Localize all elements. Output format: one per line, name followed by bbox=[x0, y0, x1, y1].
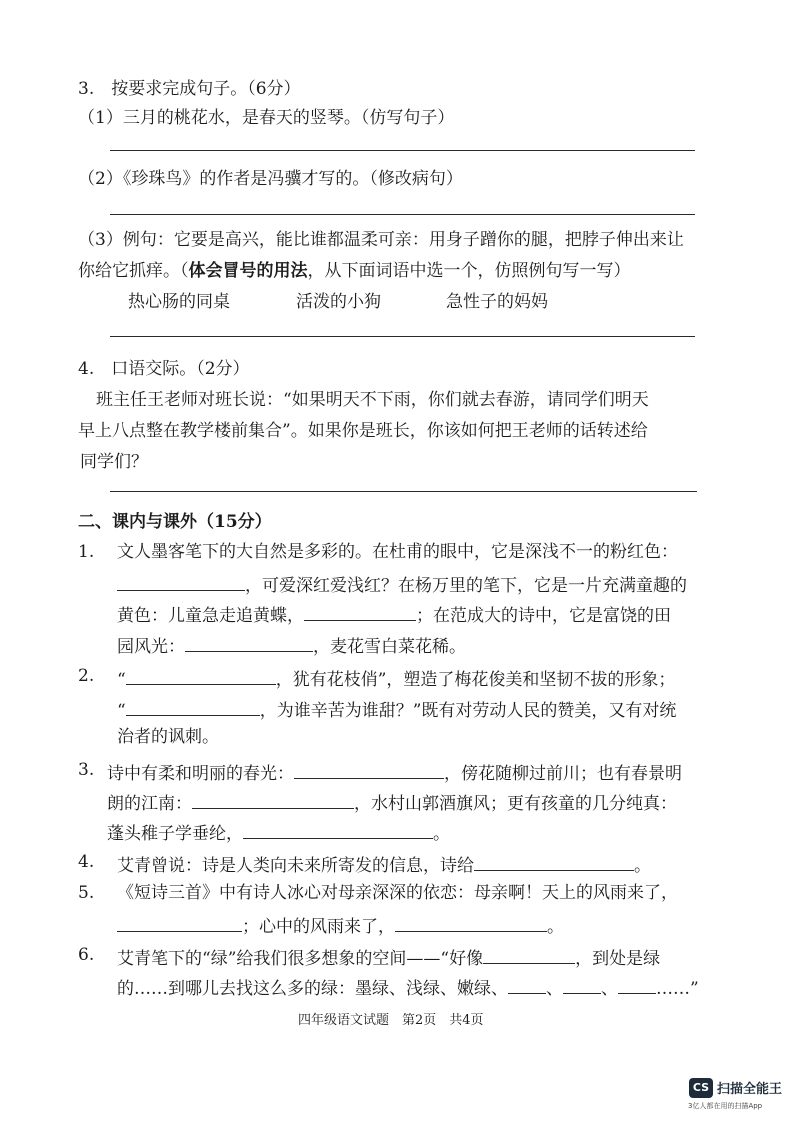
fill-blank[interactable] bbox=[474, 852, 634, 871]
fill-blank[interactable] bbox=[126, 697, 260, 716]
item-2-text: “ bbox=[117, 669, 126, 690]
item-1-number: 1. bbox=[78, 542, 95, 562]
fill-blank[interactable] bbox=[243, 820, 433, 839]
item-6-text: 艾青笔下的“绿”给我们很多想象的空间——“好像 bbox=[117, 948, 484, 969]
instruction-text: ，从下面词语中选一个，仿照例句写一写） bbox=[307, 261, 631, 281]
item-2-text: ，犹有花枝俏”，塑造了梅花俊美和坚韧不拔的形象； bbox=[275, 669, 676, 690]
fill-blank[interactable] bbox=[508, 975, 546, 994]
item-1-line-4 bbox=[117, 633, 466, 657]
option-1: 热心肠的同桌 bbox=[128, 292, 230, 312]
item-1-text: 园风光： bbox=[117, 636, 185, 657]
item-5-text: 。 bbox=[547, 916, 564, 937]
item-3-text: ，水村山郭酒旗风；更有孩童的几分纯真： bbox=[354, 793, 677, 814]
item-3-line-2 bbox=[107, 790, 677, 814]
bold-instruction: 体会冒号的用法 bbox=[188, 261, 308, 281]
item-2-line-3: 治者的讽刺。 bbox=[117, 727, 219, 747]
question-4-heading: 4. 口语交际。（2分） bbox=[78, 359, 250, 379]
answer-line bbox=[110, 491, 697, 492]
fill-blank[interactable] bbox=[126, 666, 276, 685]
item-1-text: ，麦花雪白菜花稀。 bbox=[313, 636, 466, 657]
item-1-text: ，可爱深红爱浅红？在杨万里的笔下，它是一片充满童趣的 bbox=[245, 575, 687, 596]
fill-blank[interactable] bbox=[483, 945, 575, 964]
question-4-line-3: 同学们？ bbox=[80, 452, 148, 472]
item-2-number: 2. bbox=[78, 666, 95, 686]
item-3-line-1 bbox=[107, 760, 682, 784]
fill-blank[interactable] bbox=[192, 790, 354, 809]
item-6-number: 6. bbox=[78, 945, 95, 965]
option-2: 活泼的小狗 bbox=[296, 292, 381, 312]
item-4-number: 4. bbox=[78, 852, 95, 872]
item-4-text: 。 bbox=[634, 855, 651, 876]
fill-blank[interactable] bbox=[304, 602, 416, 621]
camscanner-logo: CS bbox=[689, 1078, 713, 1098]
item-2-line-1 bbox=[117, 666, 675, 690]
camscanner-name: 扫描全能王 bbox=[717, 1082, 783, 1097]
fill-blank[interactable] bbox=[294, 760, 444, 779]
item-3-text: ，傍花随柳过前川；也有春景明 bbox=[444, 763, 682, 784]
item-2-text: “ bbox=[117, 700, 126, 721]
item-2-line-2 bbox=[117, 697, 676, 721]
item-4-line bbox=[117, 852, 651, 876]
answer-line bbox=[110, 150, 695, 151]
question-3-part-2: （2）《珍珠鸟》的作者是冯骥才写的。（修改病句） bbox=[78, 169, 463, 189]
page-footer: 四年级语文试题 第2页 共4页 bbox=[298, 1013, 484, 1028]
camscanner-slogan: 3亿人都在用的扫描App bbox=[688, 1102, 763, 1110]
answer-line bbox=[110, 214, 695, 215]
question-3-part-1: （1）三月的桃花水，是春天的竖琴。（仿写句子） bbox=[78, 108, 455, 128]
question-3-part-3-line-1: （3）例句：它要是高兴，能比谁都温柔可亲：用身子蹭你的腿，把脖子伸出来让 bbox=[78, 230, 684, 250]
fill-blank[interactable] bbox=[117, 913, 242, 932]
item-6-separator: 、 bbox=[546, 978, 563, 999]
answer-line bbox=[110, 336, 695, 337]
question-3-part-3-line-2 bbox=[78, 261, 631, 281]
instruction-text: 你给它抓痒。（ bbox=[78, 261, 189, 281]
item-5-text: ；心中的风雨来了， bbox=[242, 916, 395, 937]
item-6-text: ，到处是绿 bbox=[575, 948, 661, 969]
section-2-heading: 二、课内与课外（15分） bbox=[78, 512, 272, 532]
item-5-line-2 bbox=[117, 913, 564, 937]
item-1-line-3 bbox=[117, 602, 671, 626]
item-1-line-1: 文人墨客笔下的大自然是多彩的。在杜甫的眼中，它是深浅不一的粉红色： bbox=[117, 542, 678, 562]
item-1-text: 黄色：儿童急走追黄蝶， bbox=[117, 605, 304, 626]
item-6-text: ……” bbox=[656, 978, 699, 999]
fill-blank[interactable] bbox=[618, 975, 656, 994]
fill-blank[interactable] bbox=[117, 572, 245, 591]
item-3-line-3 bbox=[107, 820, 450, 844]
item-6-separator: 、 bbox=[601, 978, 618, 999]
item-3-text: 朗的江南： bbox=[107, 793, 192, 814]
fill-blank[interactable] bbox=[563, 975, 601, 994]
item-5-number: 5. bbox=[78, 883, 95, 903]
question-3-heading: 3. 按要求完成句子。（6分） bbox=[78, 79, 301, 99]
option-3: 急性子的妈妈 bbox=[446, 292, 548, 312]
item-1-text: ；在范成大的诗中，它是富饶的田 bbox=[416, 605, 671, 626]
item-4-text: 艾青曾说：诗是人类向未来所寄发的信息，诗给 bbox=[117, 855, 474, 876]
item-6-line-1 bbox=[117, 945, 660, 969]
fill-blank[interactable] bbox=[185, 633, 313, 652]
item-2-text: ，为谁辛苦为谁甜？”既有对劳动人民的赞美，又有对统 bbox=[259, 700, 677, 721]
question-4-line-2: 早上八点整在教学楼前集合”。如果你是班长，你该如何把王老师的话转述给 bbox=[78, 421, 648, 441]
item-6-text: 的……到哪儿去找这么多的绿：墨绿、浅绿、嫩绿、 bbox=[117, 978, 508, 999]
question-4-line-1: 班主任王老师对班长说：“如果明天不下雨，你们就去春游，请同学们明天 bbox=[96, 390, 649, 410]
item-6-line-2 bbox=[117, 975, 699, 999]
fill-blank[interactable] bbox=[395, 913, 547, 932]
item-3-text: 。 bbox=[433, 823, 450, 844]
item-3-text: 蓬头稚子学垂纶， bbox=[107, 823, 243, 844]
item-1-line-2 bbox=[117, 572, 687, 596]
item-3-number: 3. bbox=[78, 760, 95, 780]
item-5-line-1: 《短诗三首》中有诗人冰心对母亲深深的依恋：母亲啊！天上的风雨来了， bbox=[117, 883, 678, 903]
item-3-text: 诗中有柔和明丽的春光： bbox=[107, 763, 294, 784]
